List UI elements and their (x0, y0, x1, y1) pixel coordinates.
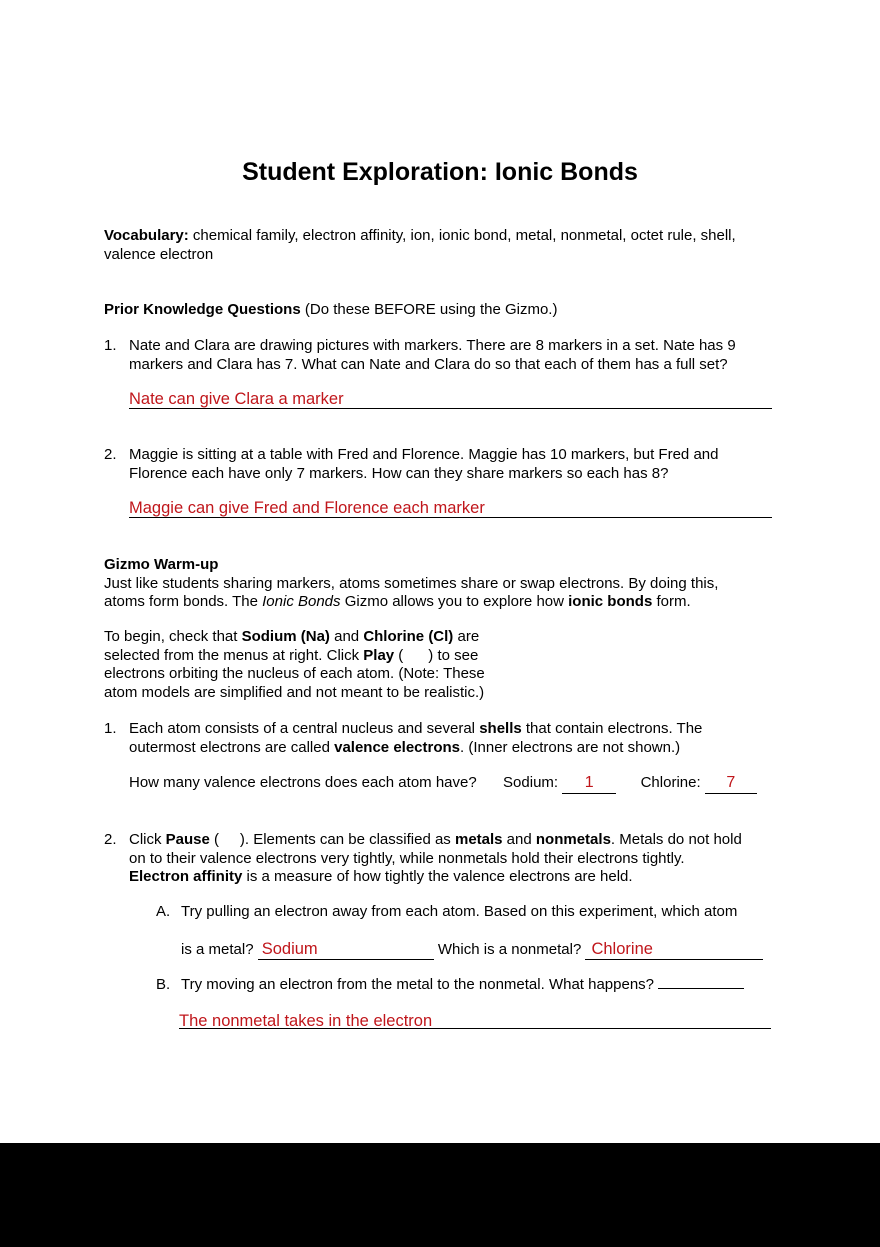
term-chlorine: Chlorine (Cl) (363, 628, 454, 645)
text: and (502, 831, 536, 848)
text: that contain electrons. The (521, 720, 703, 737)
chlorine-label: Chlorine: (640, 774, 701, 791)
question-line: markers and Clara has 7. What can Nate and Clara do so that each of them has a full set? (129, 355, 728, 373)
sodium-answer-field[interactable]: 1 (562, 774, 616, 794)
page-title: Student Exploration: Ionic Bonds (242, 158, 638, 186)
question-number: 1. (104, 720, 117, 737)
answer-line (129, 517, 772, 518)
question-2-text (129, 446, 789, 483)
question-number: 2. (104, 831, 117, 848)
warmup-section (104, 556, 794, 612)
warmup-question-1 (129, 720, 799, 757)
warmup-paragraph-line: Just like students sharing markers, atoms sometimes share or swap electrons. By doing this, (104, 574, 719, 592)
chlorine-answer-field[interactable]: 7 (705, 774, 757, 794)
term-electron-affinity: Electron affinity (129, 868, 243, 885)
part-b-blank[interactable] (658, 988, 744, 989)
vocabulary-label: Vocabulary: (104, 227, 189, 244)
question-line: Florence each have only 7 markers. How can they share markers so each has 8? (129, 464, 669, 482)
text: outermost electrons are called (129, 738, 335, 756)
nonmetal-question: Which is a nonmetal? (437, 941, 582, 958)
text: atoms form bonds. The (104, 593, 263, 610)
nonmetal-answer-field[interactable]: Chlorine (585, 940, 763, 960)
answer-line (129, 408, 772, 409)
metal-question: is a metal? (181, 941, 254, 958)
question-line: Nate and Clara are drawing pictures with markers. There are 8 markers in a set. Nate has 9 (129, 337, 736, 354)
answer-field-1[interactable]: Nate can give Clara a marker (129, 390, 344, 408)
term-valence-electrons: valence electrons (334, 738, 461, 756)
question-line: Maggie is sitting at a table with Fred and Florence. Maggie has 10 markers, but Fred and (129, 446, 719, 463)
gizmo-name: Ionic Bonds (262, 593, 341, 610)
term-shells: shells (479, 720, 522, 737)
warmup-heading: Gizmo Warm-up (104, 556, 219, 573)
term-play: Play (363, 646, 395, 664)
viewer-bottom-bar (0, 1143, 880, 1247)
text: Click (129, 831, 166, 848)
text: atom models are simplified and not meant to be realistic.) (104, 683, 485, 701)
answer-field-2[interactable]: Maggie can give Fred and Florence each marker (129, 499, 485, 517)
term-nonmetals: nonmetals (535, 831, 611, 848)
part-letter: B. (156, 976, 171, 993)
vocabulary-text: chemical family, electron affinity, ion, ionic bond, metal, nonmetal, octet rule, shell, (192, 227, 736, 244)
text: on to their valence electrons very tightly, while nonmetals hold their electrons tightly. (129, 849, 685, 867)
text: electrons orbiting the nucleus of each atom. (Note: These (104, 665, 485, 682)
term-ionic-bonds: ionic bonds (568, 593, 653, 610)
valence-question-row (129, 774, 799, 794)
vocabulary-text-2: valence electron (104, 245, 214, 263)
term-sodium: Sodium (Na) (241, 628, 330, 645)
prior-knowledge-note: (Do these BEFORE using the Gizmo.) (304, 301, 558, 318)
question-1-text (129, 337, 789, 374)
warmup-question-2 (129, 831, 799, 887)
part-letter: A. (156, 903, 171, 920)
part-b-text (181, 976, 744, 995)
prior-knowledge-title: Prior Knowledge Questions (104, 301, 301, 318)
part-a-text: Try pulling an electron away from each atom. Based on this experiment, which atom (181, 903, 738, 920)
term-metals: metals (454, 831, 503, 848)
metal-answer-field[interactable]: Sodium (258, 940, 434, 960)
question-number: 1. (104, 337, 117, 354)
answer-line (179, 1028, 771, 1029)
valence-question: How many valence electrons does each atom have? (129, 774, 477, 791)
text: selected from the menus at right. Click (104, 646, 364, 664)
text: To begin, check that (104, 628, 242, 645)
text: . (Inner electrons are not shown.) (460, 738, 681, 756)
term-pause: Pause (165, 831, 210, 848)
part-a-answers (181, 940, 763, 960)
text: . Metals do not hold (610, 831, 742, 848)
text: and (329, 628, 364, 645)
prior-knowledge-heading (104, 301, 557, 320)
question-number: 2. (104, 446, 117, 463)
text: Gizmo allows you to explore how (340, 593, 569, 610)
text: Each atom consists of a central nucleus and several (129, 720, 480, 737)
sodium-label: Sodium: (503, 774, 559, 791)
warmup-instructions (104, 628, 524, 702)
text: is a measure of how tightly the valence electrons are held. (242, 868, 633, 885)
text: are (453, 628, 480, 645)
part-b-question: Try moving an electron from the metal to the nonmetal. What happens? (181, 976, 655, 993)
part-b-answer-field[interactable]: The nonmetal takes in the electron (179, 1012, 433, 1030)
text: ( ). Elements can be classified as (209, 831, 455, 848)
text: ( ) to see (394, 646, 479, 664)
text: form. (652, 593, 691, 610)
warmup-paragraph-line (104, 593, 794, 612)
vocabulary (104, 227, 794, 264)
